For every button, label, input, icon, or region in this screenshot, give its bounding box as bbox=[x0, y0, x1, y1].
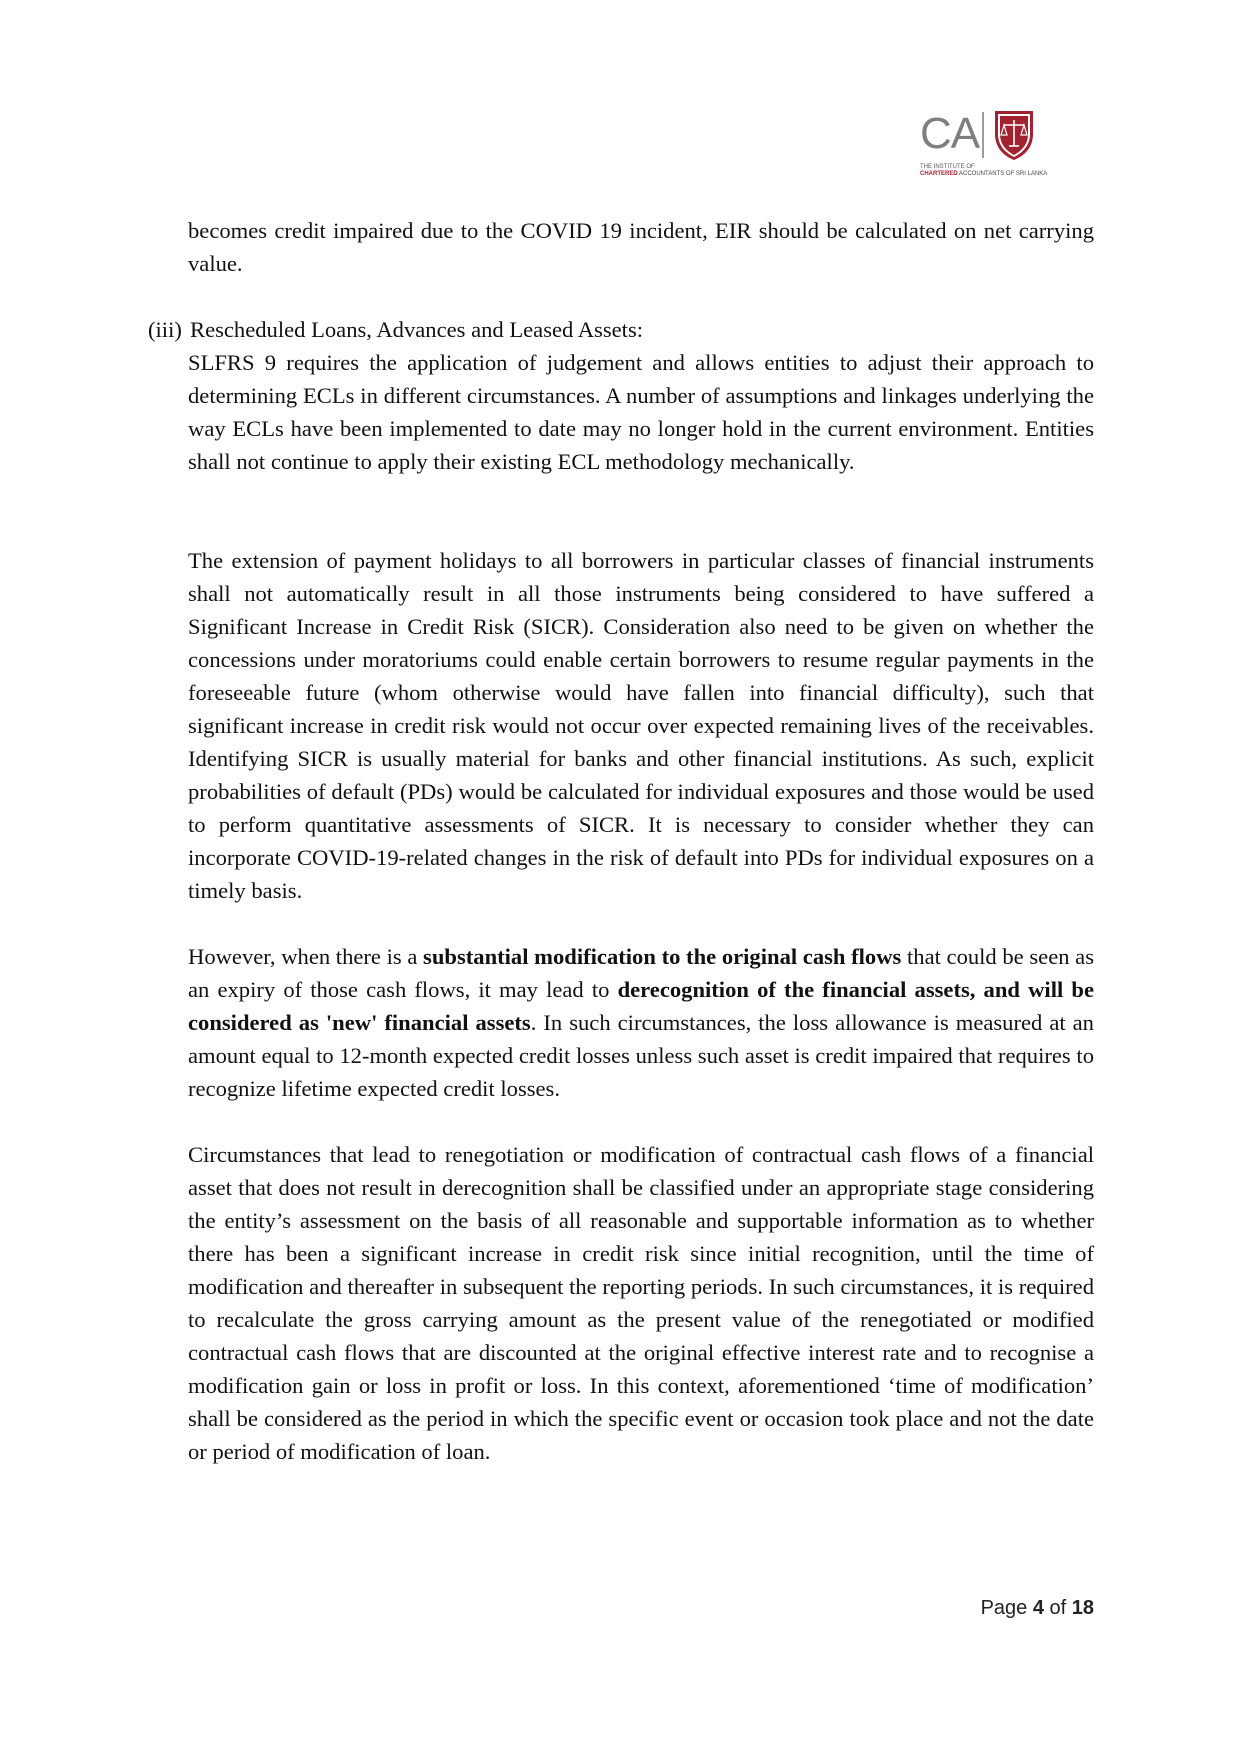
para4-text-1: However, when there is a bbox=[188, 944, 424, 969]
page-prefix: Page bbox=[980, 1597, 1033, 1619]
section-number: (iii) bbox=[148, 317, 182, 342]
para4-bold-1: substantial modification to the original cash flows bbox=[423, 944, 902, 969]
section-heading bbox=[148, 313, 643, 346]
logo-subtitle bbox=[920, 164, 1060, 178]
scales-shield-icon bbox=[992, 108, 1036, 162]
section-paragraph: SLFRS 9 requires the application of judgement and allows entities to adjust their approach to determining ECLs in different circumstances. A number of assumptions and linkages underlying the way ECLs have been implemented to date may no longer hold in the current environment. Entities shall not continue to apply their existing ECL methodology mechanically. bbox=[188, 350, 1094, 474]
para4-bold-2: derecognition of the financial assets, and will be considered as 'new' financial assets bbox=[188, 977, 1094, 1035]
logo-divider bbox=[982, 112, 984, 158]
para4-text-3: . In such circumstances, the loss allowance is measured at an amount equal to 12-month expected credit losses unless such asset is credit impaired that requires to recognize lifetime expected credit losses. bbox=[188, 1010, 1094, 1101]
logo-line-1: THE INSTITUTE OF bbox=[920, 164, 975, 170]
logo-line-2-rest: ACCOUNTANTS OF SRI LANKA bbox=[957, 171, 1048, 177]
logo-ca-mark: CA bbox=[920, 109, 980, 158]
logo-line-2 bbox=[920, 171, 1060, 178]
page-total: 18 bbox=[1071, 1597, 1094, 1619]
paragraph-modification bbox=[188, 940, 1094, 1105]
page-number bbox=[981, 1597, 1094, 1620]
paragraph-sicr: The extension of payment holidays to all borrowers in particular classes of financial instruments shall not automatically result in all those instruments being considered to have suffered a Significant Increase in Credit Risk (SICR). Consideration also need to be given on whether the concessions under moratoriums could enable certain borrowers to resume regular payments in the foreseeable future (whom otherwise would have fallen into financial difficulty), such that significant increase in credit risk would not occur over expected remaining lives of the receivables. Identifying SICR is usually material for banks and other financial institutions. As such, explicit probabilities of default (PDs) would be calculated for individual exposures and those would be used to perform quantitative assessments of SICR. It is necessary to consider whether they can incorporate COVID-19-related changes in the risk of default into PDs for individual exposures on a timely basis. bbox=[188, 548, 1094, 903]
institute-logo bbox=[920, 108, 1060, 188]
paragraph-continuation: becomes credit impaired due to the COVID 19 incident, EIR should be calculated on net carrying value. bbox=[188, 218, 1094, 276]
section-title: Rescheduled Loans, Advances and Leased Assets: bbox=[190, 317, 644, 342]
para4-text-2: that could be seen as an expiry of those cash flows, it may lead to bbox=[188, 944, 1094, 1002]
page-current: 4 bbox=[1032, 1597, 1044, 1619]
page-separator: of bbox=[1043, 1597, 1072, 1619]
logo-line-2-red: CHARTERED bbox=[920, 171, 958, 177]
paragraph-renegotiation: Circumstances that lead to renegotiation or modification of contractual cash flows of a financial asset that does not result in derecognition shall be classified under an appropriate stage considering the entity’s assessment on the basis of all reasonable and supportable information as to whether there has been a significant increase in credit risk since initial recognition, until the time of modification and thereafter in subsequent the reporting periods. In such circumstances, it is required to recalculate the gross carrying amount as the present value of the renegotiated or modified contractual cash flows that are discounted at the original effective interest rate and to recognise a modification gain or loss in profit or loss. In this context, aforementioned ‘time of modification’ shall be considered as the period in which the specific event or occasion took place and not the date or period of modification of loan. bbox=[188, 1142, 1094, 1464]
